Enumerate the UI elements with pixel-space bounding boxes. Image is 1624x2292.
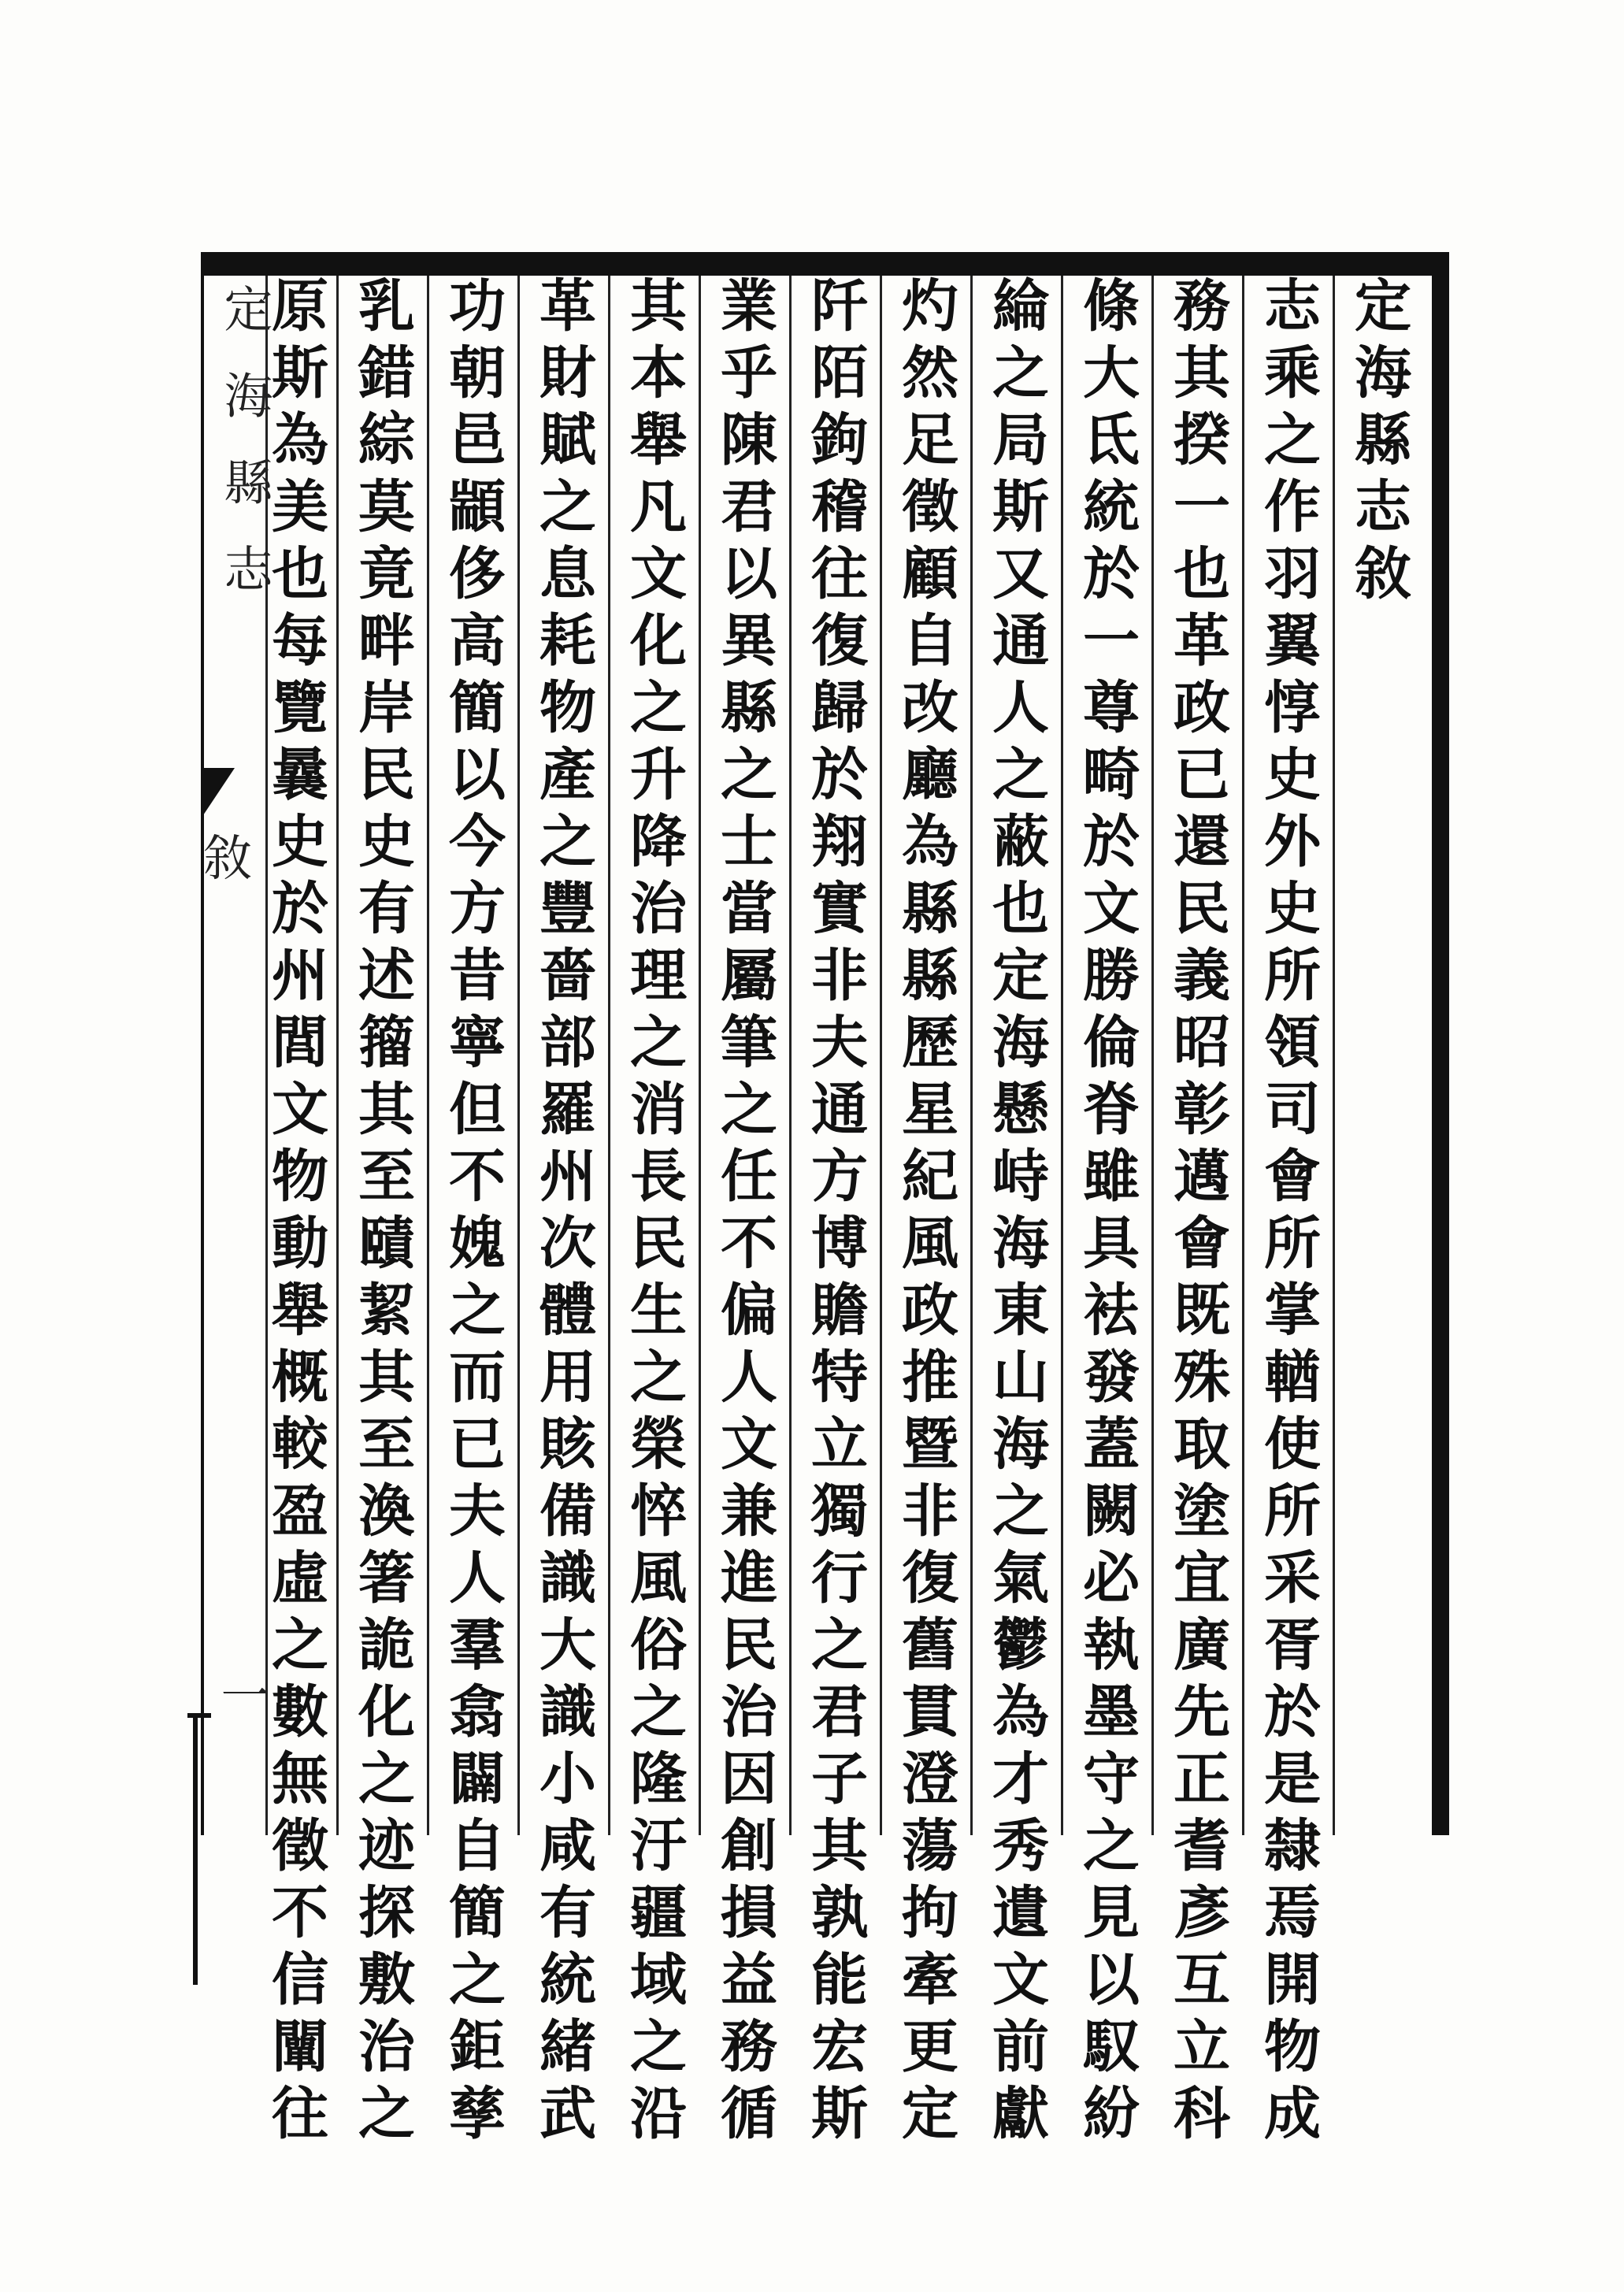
- section-label: 敘: [203, 829, 253, 887]
- column-heading: [1339, 276, 1418, 1835]
- column-text: 綸之局斯又通人之蔽也定海懸峙海東山海之氣鬱為才秀遺文前獻: [983, 276, 1050, 2150]
- column-rule: [608, 276, 610, 1835]
- text-column: [256, 276, 335, 2150]
- text-column: [795, 276, 874, 2150]
- column-text: 革財賦之息耗物產之豐嗇部羅州次體用賅備識大識小咸有統緒武: [530, 276, 597, 2150]
- essay-title: 定海縣志敘: [1345, 276, 1412, 610]
- text-column: [1158, 276, 1237, 2150]
- text-column: [433, 276, 512, 2150]
- column-text: 務其揆一也革政已還民義昭彰邁會既殊取塗宜廣先正耆彥互立科: [1164, 276, 1231, 2150]
- column-rule: [1333, 276, 1335, 1835]
- column-text: 志乘之作羽翼惇史外史所領司會所掌輶使所采胥於是隸焉開物成: [1255, 276, 1322, 2150]
- column-rule: [427, 276, 429, 1835]
- column-text: 原斯為美也每覽曩史於州閭文物動舉概較盈虛之數無徵不信闡往: [262, 276, 329, 2150]
- text-column: [1248, 276, 1327, 2150]
- bottom-divider: [193, 1717, 198, 1985]
- column-rule: [699, 276, 701, 1835]
- text-column: [705, 276, 784, 2150]
- column-text: 業乎陳君以異縣之士當屬筆之任不偏人文兼進民治因創損益務循: [711, 276, 778, 2150]
- column-rule: [517, 276, 520, 1835]
- text-column: [886, 276, 965, 2150]
- book-title-margin: 定海縣志: [216, 284, 273, 630]
- text-columns: [262, 276, 1418, 2150]
- column-rule: [789, 276, 792, 1835]
- column-rule: [336, 276, 339, 1835]
- text-column: [524, 276, 603, 2150]
- column-rule: [1061, 276, 1063, 1835]
- text-column: [614, 276, 693, 2150]
- text-column: [1067, 276, 1146, 2150]
- column-text: 功朝邑顓侈高簡以今方昔寧但不媿之而已夫人羣翕闢自簡之鉅孳: [439, 276, 506, 2150]
- column-text: 乳錯綜莫竟畔岸民史有述籀其至賾絜其至渙箸詭化之迹探敷治之: [349, 276, 416, 2150]
- text-column: [977, 276, 1055, 2150]
- column-text: 條大氐統於一尊畸於文勝倫脊雖具袪發蓋闕必執墨守之見以馭紛: [1073, 276, 1140, 2150]
- column-rule: [880, 276, 882, 1835]
- column-text: 灼然足徵顧自改廳為縣縣歷星紀風政推暨非復舊貫澄蕩拘牽更定: [892, 276, 959, 2150]
- column-rule: [1151, 276, 1154, 1835]
- column-rule: [1242, 276, 1244, 1835]
- column-rule: [970, 276, 973, 1835]
- bottom-divider-cap: [187, 1713, 211, 1718]
- column-text: 阡陌鉤稽往復歸於翔實非夫通方博贍特立獨行之君子其孰能宏斯: [802, 276, 869, 2150]
- page-number: 一: [213, 1670, 270, 1719]
- text-column: [343, 276, 421, 2150]
- column-text: 其本舉凡文化之升降治理之消長民生之榮悴風俗之隆汙疆域之沿: [621, 276, 688, 2150]
